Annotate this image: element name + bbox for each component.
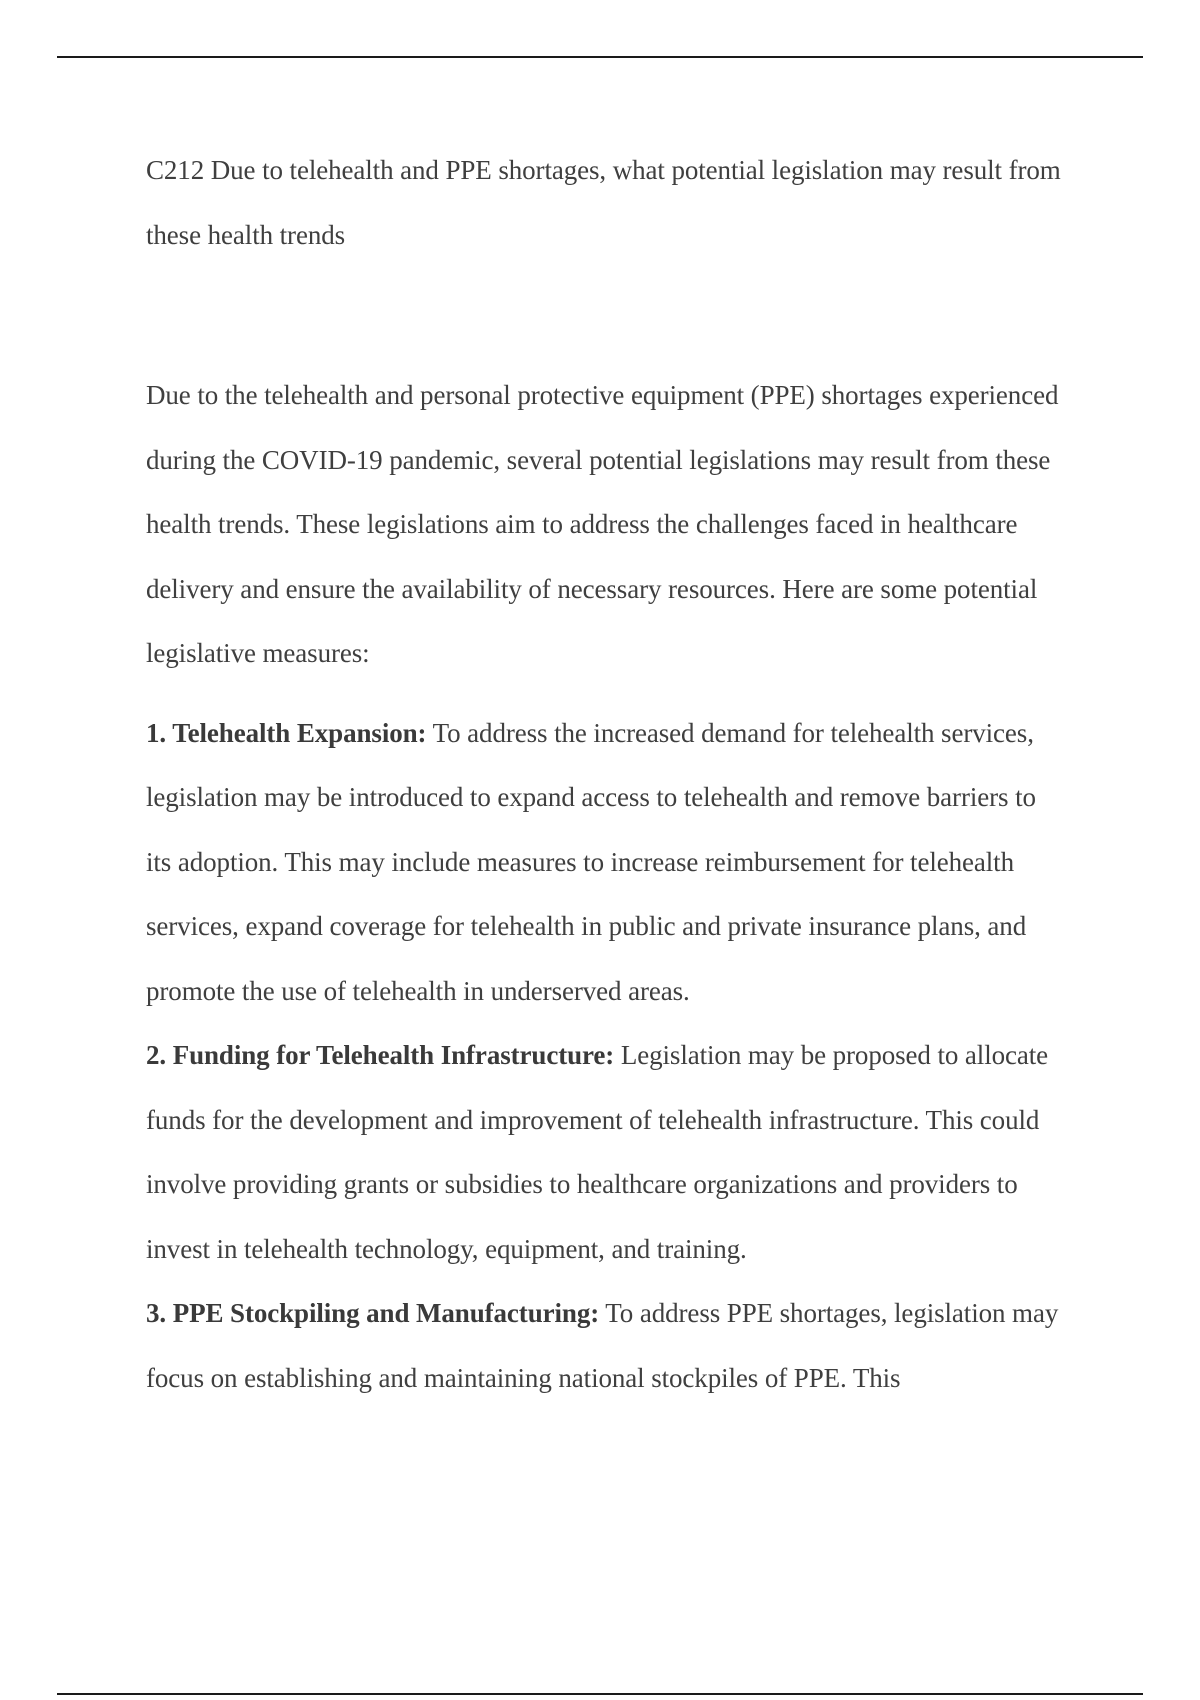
list-item-text: To address PPE shortages, legislation may focus on establishing and maintaining national stockpiles of PPE. This [146,1298,1059,1393]
list-item [146,1281,1066,1410]
spacer [146,267,1066,363]
top-rule [57,56,1143,58]
list-item-heading: 1. Telehealth Expansion: [146,717,427,748]
list-item-text: To address the increased demand for telehealth services, legislation may be introduced to expand access to telehealth and remove barriers to its adoption. This may include measures to increase reimbursement for telehealth services, expand coverage for telehealth in public and private insurance plans, and promote the use of telehealth in underserved areas. [146,717,1036,1006]
bottom-rule [57,1693,1143,1695]
list-item-heading: 2. Funding for Telehealth Infrastructure: [146,1040,615,1070]
list-item-text: Legislation may be proposed to allocate funds for the development and improvement of telehealth infrastructure. This could involve providing grants or subsidies to healthcare organizations and providers to invest in telehealth technology, equipment, and training. [146,1040,1049,1264]
document-body [146,138,1066,1410]
list-item-heading: 3. PPE Stockpiling and Manufacturing: [146,1298,600,1328]
document-title: C212 Due to telehealth and PPE shortages, what potential legislation may result from these health trends [146,155,1061,250]
list-item [146,1023,1066,1281]
list-item [146,701,1066,1024]
intro-paragraph: Due to the telehealth and personal protective equipment (PPE) shortages experienced during the COVID-19 pandemic, several potential legislations may result from these health trends. These legislations aim to address the challenges faced in healthcare delivery and ensure the availability of necessary resources. Here are some potential legislative measures: [146,380,1059,668]
